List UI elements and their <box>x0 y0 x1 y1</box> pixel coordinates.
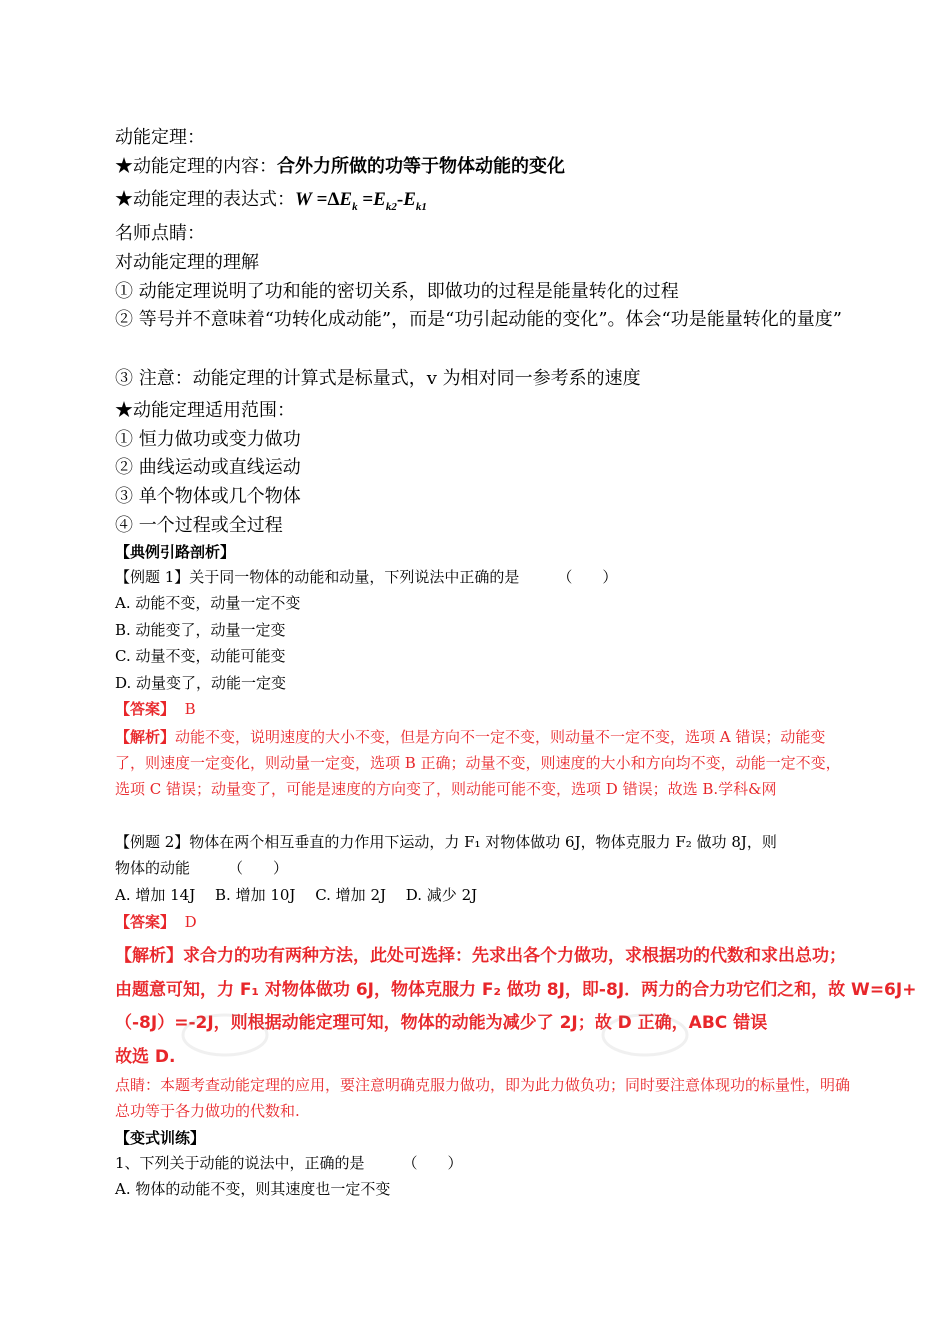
example1-question: 【例题 1】关于同一物体的动能和动量，下列说法中正确的是 （ ） <box>115 568 618 586</box>
tip-label: 名师点睛： <box>115 223 205 244</box>
example2-tip: 点睛：本题考查动能定理的应用，要注意明确克服力做功，即为此力做负功；同时要注意体现功的标量性，明确总功等于各力做功的代数和. <box>115 1076 851 1120</box>
scope-3: ③ 单个物体或几个物体 <box>115 486 301 507</box>
variant-section-title: 【变式训练】 <box>115 1129 206 1147</box>
example2-analysis-line3: （-8J）=-2J，则根据动能定理可知，物体的动能为减少了 2J；故 D 正确，ABC 错误 <box>115 1013 768 1033</box>
example1-option-c: C. 动量不变，动能可能变 <box>115 647 286 665</box>
formula: $W =\Delta E_k =E_{k2}-E_{k1}$ <box>295 189 427 213</box>
variant1-option-a: A. 物体的动能不变，则其速度也一定不变 <box>115 1180 391 1198</box>
example1-analysis: 【解析】动能不变，说明速度的大小不变，但是方向不一定不变，则动量不一定不变，选项 A 错误；动能变了，则速度一定变化，则动量一定变，选项 B 正确；动量不变，则速度的大小和方向均不变，动能一定不变，选项 C 错误；动量变了，可能是速度的方向变了，则动能可能不变，选项 D 错误；故选 B.学科&网 <box>115 728 841 798</box>
example1-answer: 【答案】 B <box>115 700 196 718</box>
example1-option-a: A. 动能不变，动量一定不变 <box>115 594 301 612</box>
theorem-content-line <box>115 152 565 178</box>
example2-question-line1: 【例题 2】物体在两个相互垂直的力作用下运动，力 F₁ 对物体做功 6J，物体克服力 F₂ 做功 8J，则 <box>115 833 777 851</box>
example2-analysis-line2: 由题意可知，力 F₁ 对物体做功 6J，物体克服力 F₂ 做功 8J，即-8J．两力的合力功它们之和，故 W=6J+ <box>115 980 917 1000</box>
variant1-question: 1、下列关于动能的说法中，正确的是 （ ） <box>115 1154 463 1172</box>
point-3: ③ 注意：动能定理的计算式是标量式，v 为相对同一参考系的速度 <box>115 368 641 389</box>
example-section-title: 【典例引路剖析】 <box>115 543 236 561</box>
example1-option-d: D. 动量变了，动能一定变 <box>115 674 287 692</box>
example2-analysis-line4: 故选 D. <box>115 1047 176 1067</box>
example1-option-b: B. 动能变了，动量一定变 <box>115 621 286 639</box>
scope-1: ① 恒力做功或变力做功 <box>115 429 301 450</box>
section-heading: 动能定理： <box>115 127 205 148</box>
scope-2: ② 曲线运动或直线运动 <box>115 457 301 478</box>
content-text: 合外力所做的功等于物体动能的变化 <box>277 156 565 177</box>
theorem-expression-line <box>115 185 427 213</box>
content-label: ★动能定理的内容： <box>115 156 277 177</box>
example2-answer: 【答案】 D <box>115 913 197 931</box>
example2-analysis-line1: 【解析】求合力的功有两种方法，此处可选择：先求出各个力做功，求根据功的代数和求出总功； <box>115 946 846 966</box>
watermark-icon <box>600 1010 690 1060</box>
scope-title: ★动能定理适用范围： <box>115 400 295 421</box>
example2-question-line2: 物体的动能 （ ） <box>115 859 289 877</box>
point-2: ② 等号并不意味着“功转化成动能”，而是“功引起动能的变化”。体会“功是能量转化的量度” <box>115 309 842 330</box>
expression-label: ★动能定理的表达式： <box>115 189 295 210</box>
point-1: ① 动能定理说明了功和能的密切关系，即做功的过程是能量转化的过程 <box>115 281 679 302</box>
scope-4: ④ 一个过程或全过程 <box>115 515 283 536</box>
understand-title: 对动能定理的理解 <box>115 252 259 273</box>
watermark-icon <box>180 1010 270 1060</box>
example2-options: A. 增加 14J B. 增加 10J C. 增加 2J D. 减少 2J <box>115 886 478 904</box>
